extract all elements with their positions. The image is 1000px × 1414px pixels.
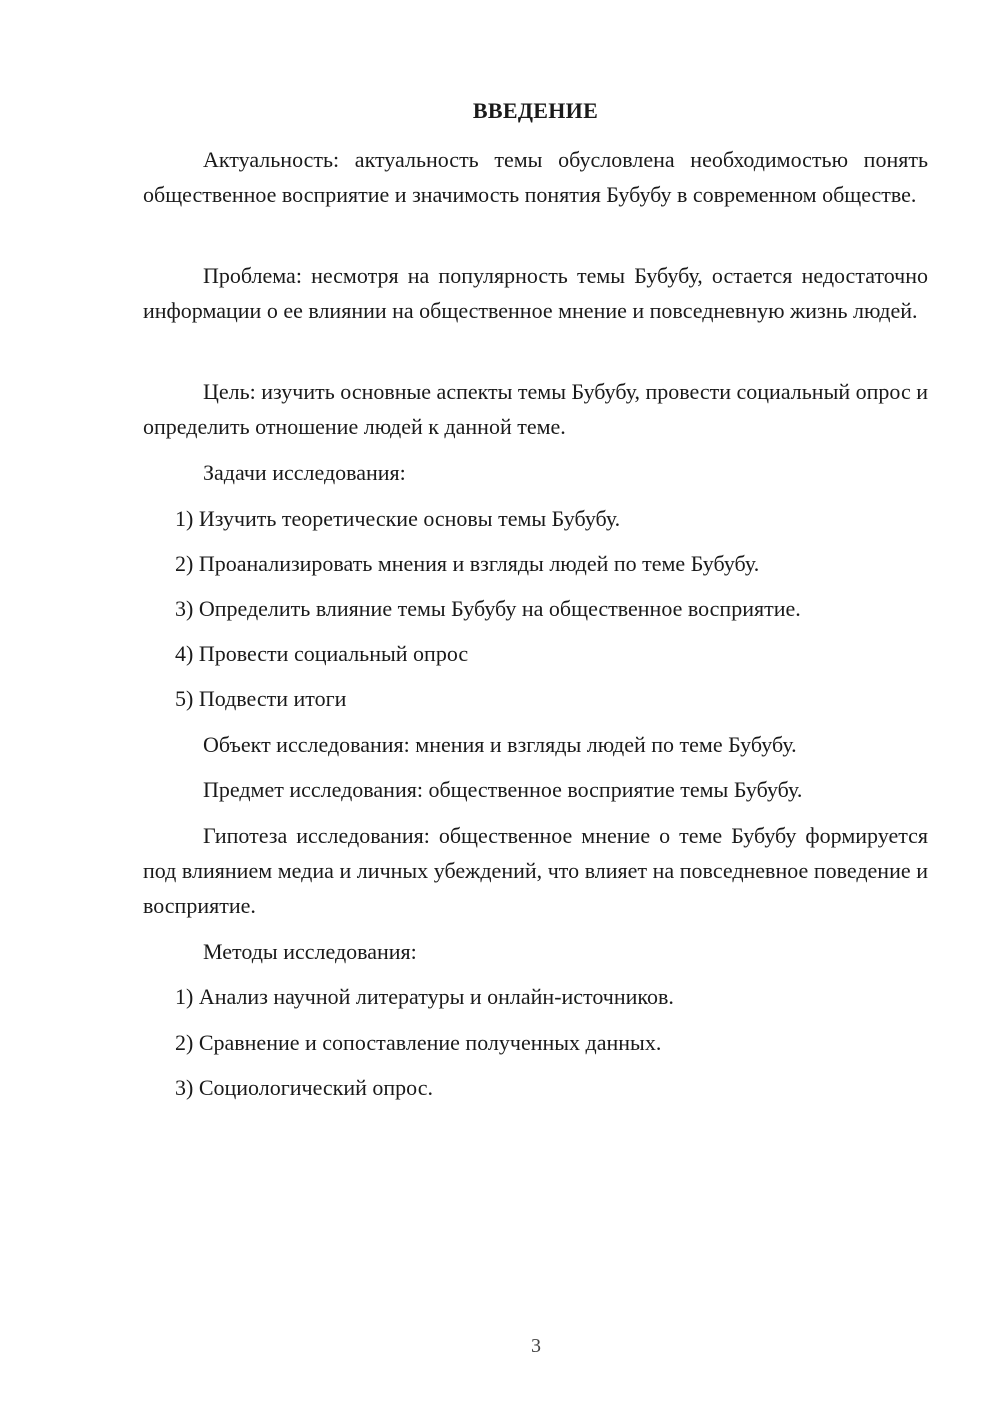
task-item: 2) Проанализировать мнения и взгляды людей по теме Бубубу.: [175, 551, 760, 576]
method-item: 2) Сравнение и сопоставление полученных данных.: [175, 1030, 662, 1055]
task-item: 4) Провести социальный опрос: [175, 641, 469, 666]
task-item: 5) Подвести итоги: [175, 686, 347, 711]
subject-paragraph: Предмет исследования: общественное восприятие темы Бубубу.: [203, 777, 803, 802]
method-item: 3) Социологический опрос.: [175, 1075, 433, 1100]
hypothesis-paragraph: Гипотеза исследования: общественное мнение о теме Бубубу формируется под влиянием медиа и личных убеждений, что влияет на повседневное поведение и восприятие.: [143, 823, 928, 918]
goal-paragraph: Цель: изучить основные аспекты темы Бубубу, провести социальный опрос и определить отношение людей к данной теме.: [143, 379, 928, 439]
page-number: 3: [531, 1335, 541, 1357]
task-item: 1) Изучить теоретические основы темы Бубубу.: [175, 506, 621, 531]
object-paragraph: Объект исследования: мнения и взгляды людей по теме Бубубу.: [203, 732, 797, 757]
tasks-title: Задачи исследования:: [203, 460, 406, 485]
problem-paragraph: Проблема: несмотря на популярность темы Бубубу, остается недостаточно информации о ее влиянии на общественное мнение и повседневную жизнь людей.: [143, 263, 928, 323]
method-item: 1) Анализ научной литературы и онлайн-источников.: [175, 984, 674, 1009]
page-heading: ВВЕДЕНИЕ: [472, 98, 599, 123]
methods-title: Методы исследования:: [203, 939, 417, 964]
relevance-paragraph: Актуальность: актуальность темы обусловлена необходимостью понять общественное восприятие и значимость понятия Бубубу в современном обществе.: [143, 147, 928, 207]
task-item: 3) Определить влияние темы Бубубу на общественное восприятие.: [175, 596, 801, 621]
